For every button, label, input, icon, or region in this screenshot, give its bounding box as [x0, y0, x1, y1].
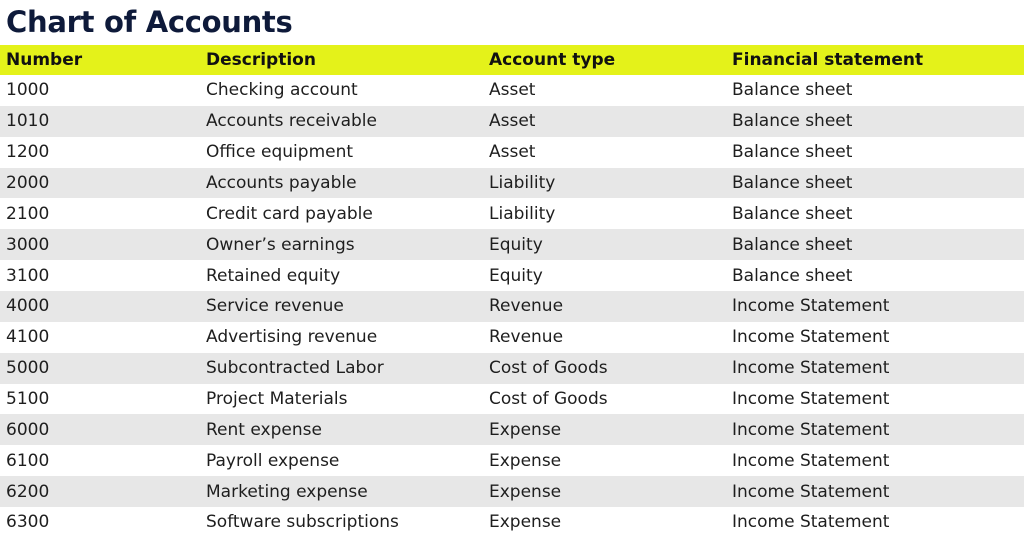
cell-description: Service revenue [206, 296, 344, 317]
cell-description: Accounts payable [206, 173, 357, 193]
table-row [0, 137, 1024, 168]
cell-number: 3000 [6, 234, 50, 255]
table-row [0, 322, 1024, 353]
cell-financial-statement: Balance sheet [732, 142, 853, 163]
cell-account-type: Expense [489, 481, 562, 502]
cell-financial-statement: Income Statement [732, 419, 890, 440]
cell-description: Credit card payable [206, 203, 373, 224]
cell-account-type: Equity [489, 265, 543, 286]
cell-number: 4000 [6, 296, 50, 317]
cell-number: 3100 [6, 265, 50, 286]
cell-number: 6300 [6, 512, 50, 533]
cell-account-type: Cost of Goods [489, 358, 608, 379]
cell-account-type: Revenue [489, 327, 564, 348]
cell-account-type: Liability [489, 173, 556, 193]
cell-account-type: Expense [489, 450, 562, 471]
cell-financial-statement: Balance sheet [732, 80, 853, 101]
table-row [0, 168, 1024, 199]
cell-financial-statement: Balance sheet [732, 234, 853, 255]
table-row [0, 106, 1024, 137]
cell-account-type: Equity [489, 234, 543, 255]
cell-number: 6100 [6, 450, 50, 471]
cell-financial-statement: Income Statement [732, 327, 890, 348]
table-row [0, 198, 1024, 229]
cell-account-type: Liability [489, 203, 556, 224]
table-row [0, 445, 1024, 476]
cell-description: Accounts receivable [206, 111, 377, 132]
page-title: Chart of Accounts [6, 5, 293, 39]
cell-number: 5000 [6, 358, 50, 379]
cell-number: 6000 [6, 419, 50, 440]
header-account-type: Account type [489, 50, 616, 70]
cell-description: Checking account [206, 80, 358, 101]
table-row [0, 414, 1024, 445]
cell-financial-statement: Income Statement [732, 512, 890, 533]
table-row [0, 507, 1024, 538]
table-row [0, 229, 1024, 260]
cell-description: Payroll expense [206, 450, 340, 471]
cell-financial-statement: Income Statement [732, 481, 890, 502]
cell-number: 2000 [6, 173, 50, 193]
cell-financial-statement: Income Statement [732, 358, 890, 379]
cell-account-type: Asset [489, 80, 536, 101]
header-financial-statement: Financial statement [732, 50, 924, 70]
cell-account-type: Revenue [489, 296, 564, 317]
cell-financial-statement: Balance sheet [732, 265, 853, 286]
cell-description: Subcontracted Labor [206, 358, 384, 379]
cell-number: 5100 [6, 389, 50, 410]
cell-number: 2100 [6, 203, 50, 224]
cell-number: 1200 [6, 142, 50, 163]
cell-description: Project Materials [206, 389, 348, 410]
cell-account-type: Expense [489, 419, 562, 440]
cell-description: Owner’s earnings [206, 234, 355, 255]
cell-account-type: Asset [489, 111, 536, 132]
cell-description: Rent expense [206, 419, 322, 440]
cell-account-type: Cost of Goods [489, 389, 608, 410]
cell-description: Marketing expense [206, 481, 368, 502]
cell-account-type: Asset [489, 142, 536, 163]
cell-number: 4100 [6, 327, 50, 348]
cell-financial-statement: Income Statement [732, 296, 890, 317]
cell-financial-statement: Balance sheet [732, 173, 853, 193]
table-row [0, 353, 1024, 384]
table-row [0, 75, 1024, 106]
cell-account-type: Expense [489, 512, 562, 533]
table-header [0, 45, 1024, 75]
cell-description: Software subscriptions [206, 512, 399, 533]
cell-description: Office equipment [206, 142, 354, 163]
cell-financial-statement: Income Statement [732, 450, 890, 471]
cell-description: Advertising revenue [206, 327, 378, 348]
cell-description: Retained equity [206, 265, 341, 286]
table-row [0, 260, 1024, 291]
cell-financial-statement: Balance sheet [732, 111, 853, 132]
cell-number: 1000 [6, 80, 50, 101]
header-description: Description [206, 50, 316, 70]
cell-financial-statement: Income Statement [732, 389, 890, 410]
cell-financial-statement: Balance sheet [732, 203, 853, 224]
table-row [0, 476, 1024, 507]
header-number: Number [6, 50, 83, 70]
cell-number: 1010 [6, 111, 50, 132]
cell-number: 6200 [6, 481, 50, 502]
table-row [0, 291, 1024, 322]
table-row [0, 384, 1024, 415]
accounts-table [0, 45, 1024, 538]
